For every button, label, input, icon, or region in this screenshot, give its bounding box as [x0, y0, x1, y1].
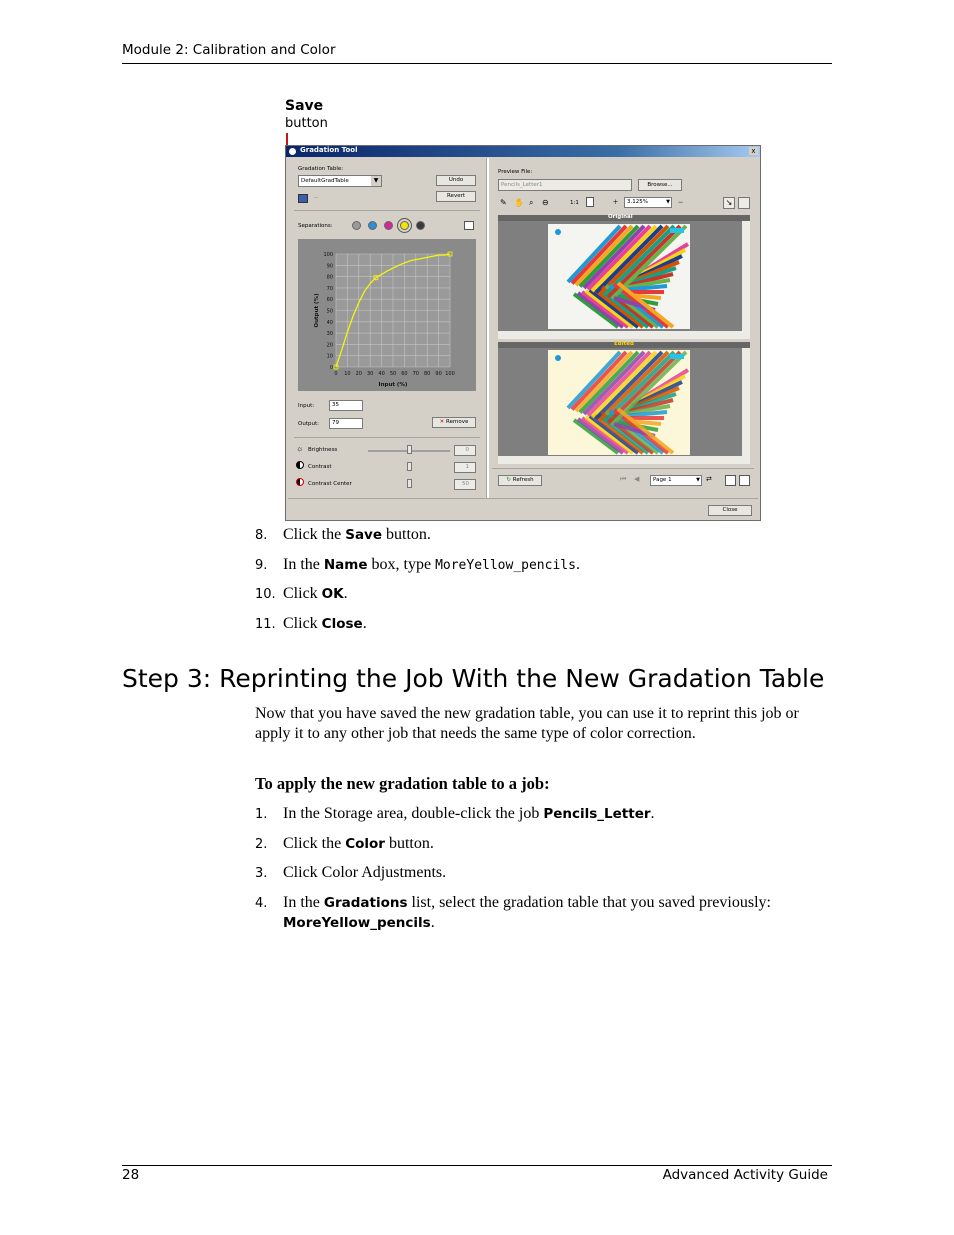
preview-file-field[interactable]: Pencils_Letter1 [498, 179, 632, 191]
logo-mark [555, 229, 561, 235]
remove-label: Remove [446, 419, 469, 425]
input-field[interactable]: 35 [329, 400, 363, 411]
y-tick-label: 100 [323, 252, 333, 258]
vertical-scrollbar[interactable] [742, 348, 750, 456]
hand-icon[interactable]: ✋ [514, 198, 524, 207]
contrast-center-value[interactable]: 50 [454, 479, 476, 490]
eyedropper-icon[interactable]: ✎ [500, 198, 507, 207]
footer-rule [122, 1165, 832, 1166]
remove-button[interactable] [432, 417, 476, 428]
step-number: 11. [255, 617, 276, 632]
original-label: Original [608, 214, 633, 220]
output-label: Output: [298, 421, 319, 427]
logo-mark [555, 355, 561, 361]
page-select[interactable] [650, 475, 702, 486]
x-tick-label: 70 [412, 371, 419, 377]
x-tick-label: 60 [401, 371, 408, 377]
title-bar [286, 146, 760, 157]
delete-icon[interactable]: − [314, 193, 319, 202]
brightness-label: Brightness [308, 447, 338, 453]
y-tick-label: 90 [326, 263, 333, 270]
zoom-out-minus-icon[interactable]: − [678, 197, 684, 207]
prev-page-icon[interactable]: ◀ [634, 475, 640, 483]
running-head: Module 2: Calibration and Color [122, 42, 336, 58]
x-tick-label: 20 [355, 371, 362, 377]
pencils-image-edited [548, 350, 690, 455]
zoom-in-icon[interactable]: + [613, 197, 619, 207]
chevron-down-icon: ▼ [666, 199, 670, 205]
zoom-value: 3.125% [627, 199, 648, 205]
separation-button[interactable] [384, 221, 393, 230]
chart-svg [298, 239, 476, 391]
logo-mark [670, 354, 684, 359]
divider [492, 468, 754, 469]
contrast-center-thumb[interactable] [407, 479, 412, 488]
step-text: Click the Save button. [283, 526, 431, 543]
gradation-chart[interactable] [298, 239, 476, 391]
contrast-center-icon [296, 478, 304, 486]
original-preview[interactable] [498, 221, 742, 331]
separation-button[interactable] [416, 221, 425, 230]
step-number: 8. [255, 528, 268, 543]
curve-tool-icon[interactable] [464, 221, 474, 230]
fit-page-icon[interactable] [586, 197, 594, 207]
side-by-side-icon[interactable] [725, 475, 736, 486]
horizontal-scrollbar[interactable] [498, 331, 750, 339]
x-tick-label: 50 [389, 371, 397, 377]
step-number: 2. [255, 837, 268, 852]
separation-button[interactable] [400, 221, 409, 230]
gradation-tool-window [285, 145, 761, 521]
footer-title: Advanced Activity Guide [662, 1167, 828, 1183]
zoom-select[interactable] [624, 197, 672, 208]
gradation-table-select[interactable] [298, 175, 382, 187]
vertical-scrollbar[interactable] [742, 221, 750, 331]
actual-size-icon[interactable]: 1:1 [570, 200, 579, 206]
contrast-value[interactable]: 1 [454, 462, 476, 473]
brightness-icon: ☼ [296, 444, 304, 453]
y-tick-label: 70 [326, 285, 333, 292]
stacked-view-icon[interactable] [739, 475, 750, 486]
contrast-label: Contrast [308, 464, 332, 470]
separation-button[interactable] [352, 221, 361, 230]
window-title: Gradation Tool [300, 146, 358, 154]
refresh-icon: ↻ [506, 477, 512, 483]
refresh-button[interactable] [498, 475, 542, 486]
revert-button[interactable]: Revert [436, 191, 476, 202]
y-tick-label: 0 [329, 365, 333, 371]
undo-button[interactable]: Undo [436, 175, 476, 186]
contrast-icon [296, 461, 304, 469]
x-tick-label: 80 [424, 371, 431, 377]
step-text: Click the Color button. [283, 835, 434, 852]
edited-preview[interactable] [498, 348, 742, 456]
brightness-thumb[interactable] [407, 445, 412, 454]
zoom-icon[interactable]: ⌕ [529, 198, 534, 207]
chevron-down-icon[interactable]: ▼ [371, 176, 381, 186]
logo-mark [670, 228, 684, 233]
step-text: In the Storage area, double-click the job Pencils_Letter. [283, 805, 655, 822]
y-tick-label: 10 [326, 353, 333, 360]
horizontal-scrollbar[interactable] [498, 456, 750, 464]
y-tick-label: 20 [326, 342, 333, 349]
app-icon [289, 148, 296, 155]
intro-paragraph: Now that you have saved the new gradation table, you can use it to reprint this job or apply it to any other job that needs the same type of color correction. [255, 705, 799, 742]
rotate-icon[interactable]: ↘ [723, 197, 735, 209]
y-tick-label: 30 [326, 331, 333, 338]
sync-icon[interactable]: ⇄ [706, 475, 712, 483]
x-tick-label: 100 [445, 371, 455, 377]
contrast-thumb[interactable] [407, 462, 412, 471]
step-number: 1. [255, 807, 268, 822]
separation-button[interactable] [368, 221, 377, 230]
y-axis-label: Output (%) [314, 293, 320, 328]
gradation-table-value: DefaultGradTable [301, 178, 349, 184]
panel-divider [486, 158, 489, 498]
page-value: Page 1 [653, 477, 672, 483]
remove-icon: ✕ [439, 419, 445, 425]
callout-text: button [285, 116, 328, 131]
compare-icon[interactable] [738, 197, 750, 209]
separations-label: Separations: [298, 223, 333, 229]
y-tick-label: 40 [326, 319, 333, 326]
divider [294, 437, 480, 438]
step-number: 4. [255, 896, 268, 911]
step-text: Click Color Adjustments. [283, 864, 447, 881]
chevron-down-icon: ▼ [696, 477, 700, 483]
first-page-icon[interactable]: ⏮ [620, 475, 627, 483]
step-number: 3. [255, 866, 268, 881]
brightness-value[interactable]: 0 [454, 445, 476, 456]
separation-buttons [352, 220, 428, 232]
header-rule [122, 63, 832, 64]
y-tick-label: 80 [326, 274, 333, 281]
step-text-continued: MoreYellow_pencils. [283, 914, 435, 931]
save-icon[interactable] [298, 194, 308, 203]
procedure-heading: To apply the new gradation table to a job: [255, 774, 550, 793]
section-heading: Step 3: Reprinting the Job With the New Gradation Table [122, 664, 825, 693]
page-number: 28 [122, 1167, 140, 1183]
output-field[interactable]: 79 [329, 418, 363, 429]
x-tick-label: 40 [378, 371, 385, 377]
edited-label: Edited [614, 341, 634, 347]
input-label: Input: [298, 403, 315, 409]
refresh-label: Refresh [512, 477, 534, 483]
step-text: In the Gradations list, select the gradation table that you saved previously: [283, 894, 771, 911]
original-image [548, 224, 690, 329]
step-text: In the Name box, type MoreYellow_pencils. [283, 556, 580, 573]
close-icon[interactable]: x [749, 147, 758, 155]
step-number: 10. [255, 587, 276, 602]
gradation-table-label: Gradation Table: [298, 166, 344, 172]
x-tick-label: 30 [367, 371, 374, 377]
callout-title: Save [285, 98, 324, 114]
close-button[interactable]: Close [708, 505, 752, 516]
edited-image [548, 350, 690, 455]
step-text: Click OK. [283, 585, 348, 602]
x-tick-label: 10 [344, 371, 351, 377]
x-tick-label: 0 [334, 371, 338, 377]
step-number: 9. [255, 558, 268, 573]
y-tick-label: 60 [326, 297, 333, 304]
x-axis-label: Input (%) [378, 382, 408, 388]
contrast-center-label: Contrast Center [308, 481, 352, 487]
divider [294, 210, 480, 211]
x-tick-label: 90 [435, 371, 442, 377]
divider [288, 498, 758, 499]
y-tick-label: 50 [326, 308, 333, 315]
browse-button[interactable]: Browse... [638, 179, 682, 191]
zoom-out-icon[interactable]: ⊖ [542, 198, 549, 207]
pencils-image [548, 224, 690, 329]
preview-file-label: Preview File: [498, 169, 533, 175]
step-text: Click Close. [283, 615, 367, 632]
